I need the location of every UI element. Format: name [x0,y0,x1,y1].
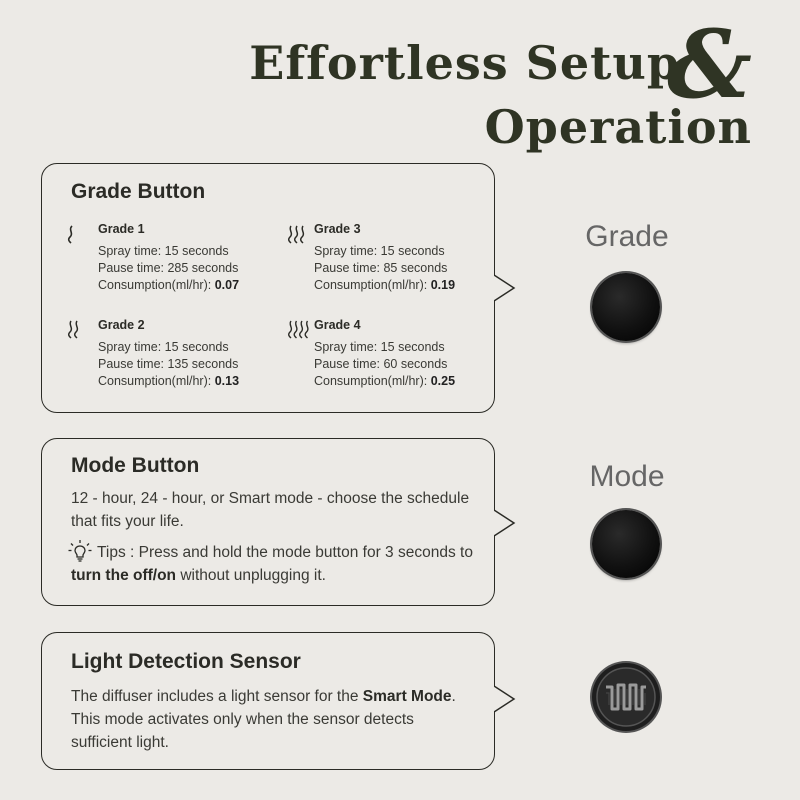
light-sensor [592,663,660,731]
tip-bold: turn the off/on [71,567,177,584]
grade-2 [98,317,239,390]
pause-time: Pause time: 135 seconds [98,357,239,371]
grade-name: Grade 4 [314,318,361,332]
smart-mode-bold: Smart Mode [362,688,452,705]
spray-time: Spray time: 15 seconds [98,244,229,258]
card-pointer [494,509,516,537]
grade-card-heading: Grade Button [71,180,206,203]
grade-label: Grade [585,220,669,253]
lightbulb-icon [67,539,93,565]
spray-time: Spray time: 15 seconds [98,340,229,354]
mode-button[interactable] [592,510,660,578]
wave-4-icon [286,319,312,339]
title-ampersand: & [667,10,752,120]
grade-1 [98,221,239,294]
mode-card-heading: Mode Button [71,454,200,477]
grade-3 [314,221,455,294]
grade-4 [314,317,455,390]
grade-name: Grade 2 [98,318,145,332]
card-pointer [494,274,516,302]
pause-time: Pause time: 60 seconds [314,357,448,371]
grade-name: Grade 1 [98,222,145,236]
pause-time: Pause time: 285 seconds [98,261,239,275]
light-sensor-card [41,632,495,770]
mode-description: 12 - hour, 24 - hour, or Smart mode - choose the schedule that fits your life. [71,490,470,530]
grade-button[interactable] [592,273,660,341]
pause-time: Pause time: 85 seconds [314,261,448,275]
consumption: Consumption(ml/hr): 0.13 [98,374,240,388]
title-line-2: Operation [484,100,752,154]
spray-time: Spray time: 15 seconds [314,340,445,354]
sensor-card-heading: Light Detection Sensor [71,650,301,673]
consumption-value: 0.13 [214,374,240,388]
sensor-description: The diffuser includes a light sensor for the Smart Mode. This mode activates only when the sensor detects sufficient light. [71,688,456,751]
mode-tip: Tips : Press and hold the mode button for 3 seconds to turn the off/on without unplugging it. [71,541,474,587]
mode-label: Mode [589,460,665,493]
wave-2-icon [66,319,82,339]
consumption: Consumption(ml/hr): 0.19 [314,278,456,292]
consumption-value: 0.19 [430,278,456,292]
wave-1-icon [64,224,78,244]
consumption: Consumption(ml/hr): 0.07 [98,278,240,292]
wave-3-icon [286,224,308,244]
consumption-value: 0.25 [430,374,456,388]
card-pointer [494,685,516,713]
spray-time: Spray time: 15 seconds [314,244,445,258]
title-line-1: Effortless Setup [249,36,680,90]
consumption: Consumption(ml/hr): 0.25 [314,374,456,388]
consumption-value: 0.07 [214,278,240,292]
grade-name: Grade 3 [314,222,361,236]
light-sensor-icon [592,663,660,731]
mode-button-card [41,438,495,606]
grade-button-card [41,163,495,413]
